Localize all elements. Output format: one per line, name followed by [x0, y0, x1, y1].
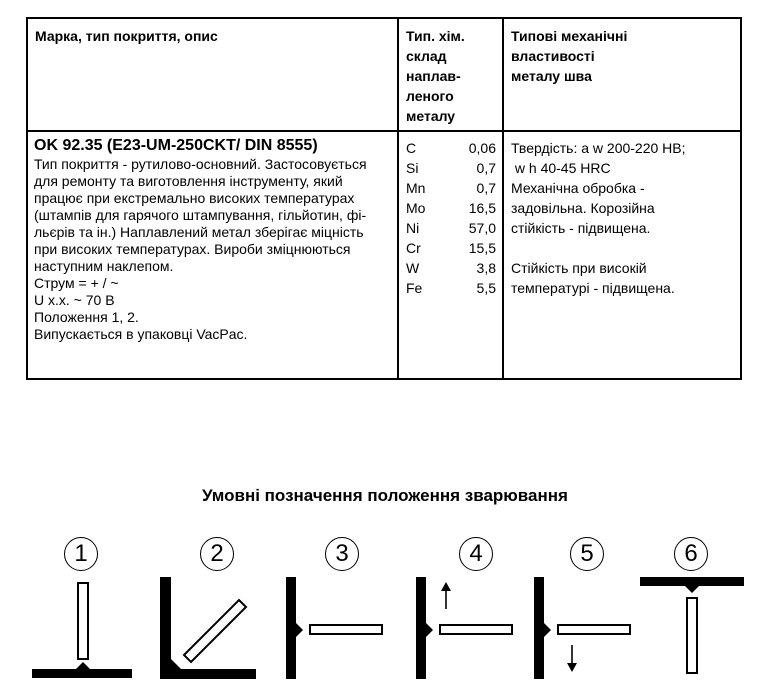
element-symbol: C — [406, 140, 417, 156]
position-number: 5 — [570, 537, 604, 571]
element-value: 0,7 — [476, 160, 496, 176]
chem-row — [406, 278, 496, 298]
chem-row — [406, 218, 496, 238]
description-line: U х.х. ~ 70 В — [34, 292, 115, 308]
position-number: 4 — [459, 537, 493, 571]
mechanical-properties-cell — [511, 138, 737, 298]
header-mechanical-properties — [511, 26, 731, 86]
chem-row — [406, 158, 496, 178]
mechanical-line: Стійкість при високій — [511, 260, 647, 276]
chem-row — [406, 178, 496, 198]
header-line: леного — [406, 88, 454, 104]
header-line: наплав- — [406, 68, 461, 84]
position-4-vertical-up-icon — [416, 575, 520, 683]
element-value: 3,8 — [476, 260, 496, 276]
element-value: 5,5 — [476, 280, 496, 296]
electrode-spec-table — [26, 17, 742, 380]
position-number: 3 — [325, 537, 359, 571]
position-number: 2 — [200, 537, 234, 571]
description-line: Положення 1, 2. — [34, 309, 139, 325]
position-6-overhead-icon — [638, 575, 746, 683]
mechanical-line: задовільна. Корозійна — [511, 200, 655, 216]
element-symbol: Ni — [406, 220, 420, 236]
description-line: працює при екстремально високих температурах — [34, 190, 355, 206]
description-line: наступним наклепом. — [34, 258, 174, 274]
element-value: 0,7 — [476, 180, 496, 196]
mechanical-line: стійкість - підвищена. — [511, 220, 651, 236]
legend-title: Умовні позначення положення зварювання — [202, 486, 568, 505]
mechanical-line: Твердість: a w 200-220 HB; — [511, 140, 686, 156]
chemical-composition-cell — [406, 138, 496, 298]
header-chemical-composition — [406, 26, 496, 126]
element-value: 0,06 — [468, 140, 496, 156]
position-3-horizontal-icon — [286, 575, 390, 683]
product-name: OK 92.35 (E23-UM-250CKT/ DIN 8555) — [34, 137, 318, 154]
product-description-cell — [34, 136, 396, 343]
chem-row — [406, 198, 496, 218]
header-line: Типові механічні — [511, 28, 628, 44]
position-2-horizontal-vertical-icon — [160, 575, 260, 683]
chem-row — [406, 238, 496, 258]
element-symbol: Cr — [406, 240, 421, 256]
mechanical-line: температурі - підвищена. — [511, 280, 675, 296]
element-value: 15,5 — [468, 240, 496, 256]
position-5-vertical-down-icon — [534, 575, 638, 683]
chem-row — [406, 138, 496, 158]
element-symbol: Si — [406, 160, 419, 176]
element-symbol: Fe — [406, 280, 423, 296]
column-divider — [397, 19, 399, 378]
header-line: властивості — [511, 48, 595, 64]
description-line: льєрів та ін.) Наплавлений метал зберігає міцність — [34, 224, 364, 240]
header-brand-type: Марка, тип покриття, опис — [35, 28, 218, 44]
element-value: 57,0 — [468, 220, 496, 236]
position-number: 1 — [64, 537, 98, 571]
header-line: металу — [406, 108, 456, 124]
position-1-flat-icon — [28, 575, 136, 683]
header-divider — [28, 130, 740, 132]
element-value: 16,5 — [468, 200, 496, 216]
description-line: Тип покриття - рутилово-основний. Застосовується — [34, 156, 367, 172]
mechanical-line: Механічна обробка - — [511, 180, 645, 196]
description-line: для ремонту та виготовлення інструменту, який — [34, 173, 343, 189]
element-symbol: Mo — [406, 200, 426, 216]
header-line: Тип. хім. — [406, 28, 465, 44]
header-line: склад — [406, 48, 447, 64]
position-number: 6 — [674, 537, 708, 571]
chem-row — [406, 258, 496, 278]
description-line: Струм = + / ~ — [34, 275, 119, 291]
header-line: металу шва — [511, 68, 592, 84]
mechanical-line: w h 40-45 HRC — [511, 160, 611, 176]
element-symbol: Mn — [406, 180, 426, 196]
element-symbol: W — [406, 260, 420, 276]
mechanical-line — [511, 238, 737, 258]
description-line: (штампів для гарячого штампування, гільйотин, фі- — [34, 207, 367, 223]
column-divider — [502, 19, 504, 378]
description-line: Випускається в упаковці VacPac. — [34, 326, 248, 342]
description-line: при високих температурах. Вироби зміцнюються — [34, 241, 351, 257]
